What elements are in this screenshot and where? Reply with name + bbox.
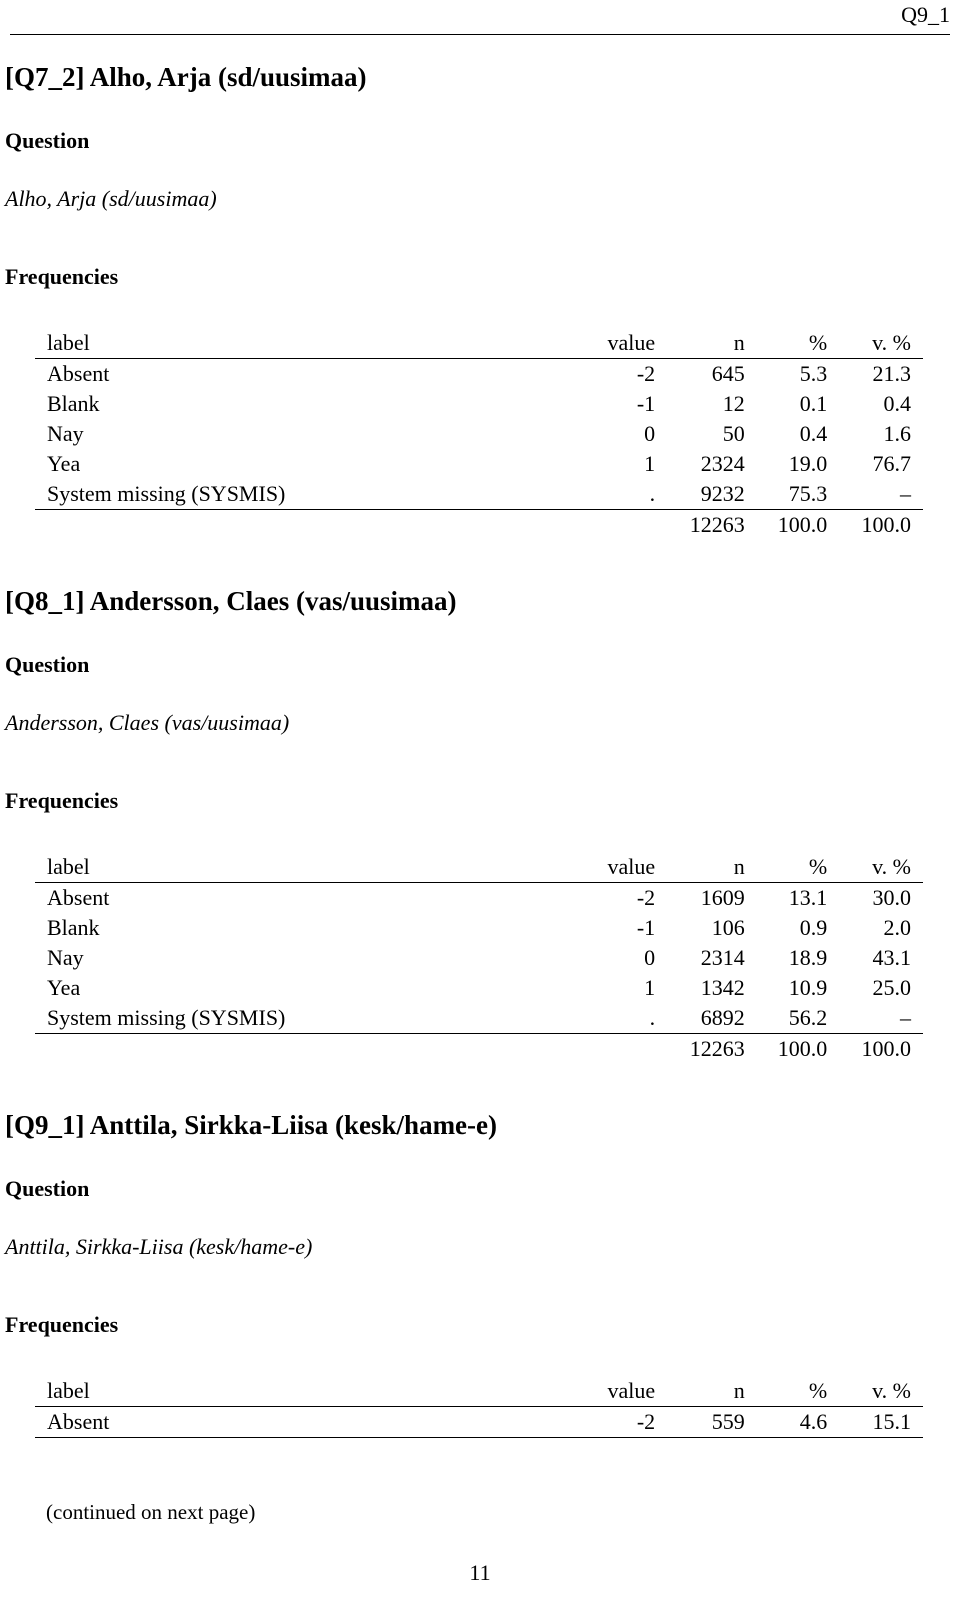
cell-valid-percent: – bbox=[827, 1003, 923, 1034]
cell-value: 1 bbox=[644, 451, 656, 476]
cell-valid-percent: 1.6 bbox=[883, 421, 911, 446]
cell-label: Absent bbox=[47, 885, 110, 910]
frequency-table bbox=[35, 852, 923, 1064]
running-header-label: Q9_1 bbox=[901, 2, 950, 27]
cell-value: -1 bbox=[636, 915, 656, 940]
cell-valid-percent: 30.0 bbox=[872, 885, 911, 910]
cell-label: Nay bbox=[47, 421, 84, 446]
cell-label: Absent bbox=[47, 361, 110, 386]
cell-value: . bbox=[495, 1003, 655, 1034]
cell-value: 1 bbox=[644, 975, 656, 1000]
table-row bbox=[35, 883, 923, 914]
column-header-percent: % bbox=[745, 328, 827, 359]
cell-n: 645 bbox=[711, 361, 745, 386]
question-heading: Question bbox=[5, 128, 90, 153]
column-header-label: label bbox=[35, 852, 495, 883]
cell-n: 6892 bbox=[655, 1003, 745, 1034]
frequencies-heading: Frequencies bbox=[5, 788, 119, 813]
column-header-label: label bbox=[35, 1376, 495, 1407]
table-row bbox=[35, 913, 923, 943]
cell-n: 12263 bbox=[689, 1036, 745, 1061]
continued-note: (continued on next page) bbox=[46, 1500, 256, 1524]
question-heading: Question bbox=[5, 652, 90, 677]
cell-valid-percent: 0.4 bbox=[883, 391, 911, 416]
table-total-row bbox=[35, 1034, 923, 1065]
cell-percent: 100.0 bbox=[777, 1036, 828, 1061]
cell-n: 12263 bbox=[689, 512, 745, 537]
question-text: Andersson, Claes (vas/uusimaa) bbox=[5, 710, 290, 735]
cell-percent: 13.1 bbox=[788, 885, 828, 910]
page-number: 11 bbox=[469, 1560, 491, 1585]
cell-label bbox=[35, 510, 495, 541]
cell-n: 2324 bbox=[700, 451, 745, 476]
cell-value: 0 bbox=[644, 945, 656, 970]
cell-valid-percent: 100.0 bbox=[861, 512, 911, 537]
cell-label: Blank bbox=[47, 915, 100, 940]
table-row bbox=[35, 419, 923, 449]
table-row bbox=[35, 973, 923, 1003]
column-header-value: value bbox=[495, 328, 655, 359]
frequencies-heading: Frequencies bbox=[5, 264, 119, 289]
column-header-n: n bbox=[655, 852, 745, 883]
question-text: Alho, Arja (sd/uusimaa) bbox=[5, 186, 217, 211]
cell-n: 2314 bbox=[700, 945, 745, 970]
table-row bbox=[35, 1407, 923, 1438]
table-row bbox=[35, 943, 923, 973]
cell-value: -2 bbox=[636, 885, 656, 910]
cell-value: -1 bbox=[636, 391, 656, 416]
table-row bbox=[35, 1003, 923, 1034]
section-title: [Q9_1] Anttila, Sirkka-Liisa (kesk/hame-e) bbox=[5, 1110, 498, 1140]
column-header-valid-percent: v. % bbox=[827, 328, 923, 359]
cell-percent: 0.4 bbox=[799, 421, 828, 446]
table-row bbox=[35, 479, 923, 510]
cell-label: Blank bbox=[47, 391, 100, 416]
cell-valid-percent: 15.1 bbox=[827, 1407, 923, 1438]
table-row bbox=[35, 389, 923, 419]
cell-percent: 5.3 bbox=[799, 361, 828, 386]
column-header-n: n bbox=[655, 328, 745, 359]
cell-n: 9232 bbox=[655, 479, 745, 510]
cell-value: 0 bbox=[644, 421, 656, 446]
cell-label: Absent bbox=[35, 1407, 495, 1438]
cell-valid-percent: – bbox=[827, 479, 923, 510]
cell-n: 559 bbox=[655, 1407, 745, 1438]
column-header-percent: % bbox=[745, 852, 827, 883]
cell-value bbox=[495, 1034, 655, 1065]
column-header-value: value bbox=[495, 1376, 655, 1407]
cell-percent: 19.0 bbox=[788, 451, 828, 476]
column-header-valid-percent: v. % bbox=[827, 1376, 923, 1407]
cell-value: -2 bbox=[636, 361, 656, 386]
running-header bbox=[10, 0, 950, 35]
cell-percent: 0.1 bbox=[799, 391, 828, 416]
table-total-row bbox=[35, 510, 923, 541]
cell-percent: 100.0 bbox=[777, 512, 828, 537]
cell-label: Yea bbox=[47, 975, 81, 1000]
cell-value: -2 bbox=[495, 1407, 655, 1438]
cell-n: 1342 bbox=[700, 975, 745, 1000]
cell-value bbox=[495, 510, 655, 541]
column-header-percent: % bbox=[745, 1376, 827, 1407]
table-header-row bbox=[35, 852, 923, 883]
table-header-row bbox=[35, 1376, 923, 1407]
cell-valid-percent: 100.0 bbox=[861, 1036, 911, 1061]
cell-n: 106 bbox=[711, 915, 745, 940]
column-header-valid-percent: v. % bbox=[827, 852, 923, 883]
cell-valid-percent: 21.3 bbox=[872, 361, 911, 386]
cell-percent: 10.9 bbox=[788, 975, 828, 1000]
cell-label: Yea bbox=[47, 451, 81, 476]
cell-valid-percent: 2.0 bbox=[883, 915, 911, 940]
cell-percent: 75.3 bbox=[745, 479, 827, 510]
cell-n: 50 bbox=[722, 421, 745, 446]
cell-label: Nay bbox=[47, 945, 84, 970]
cell-label: System missing (SYSMIS) bbox=[35, 1003, 495, 1034]
cell-value: . bbox=[495, 479, 655, 510]
cell-percent: 18.9 bbox=[788, 945, 828, 970]
cell-n: 12 bbox=[722, 391, 745, 416]
cell-label bbox=[35, 1034, 495, 1065]
cell-percent: 4.6 bbox=[745, 1407, 827, 1438]
section-title: [Q8_1] Andersson, Claes (vas/uusimaa) bbox=[5, 586, 457, 616]
frequencies-heading: Frequencies bbox=[5, 1312, 119, 1337]
frequency-table bbox=[35, 1376, 923, 1438]
cell-percent: 0.9 bbox=[799, 915, 828, 940]
table-row bbox=[35, 359, 923, 390]
table-row bbox=[35, 449, 923, 479]
column-header-label: label bbox=[35, 328, 495, 359]
cell-n: 1609 bbox=[700, 885, 745, 910]
frequency-table bbox=[35, 328, 923, 540]
cell-label: System missing (SYSMIS) bbox=[35, 479, 495, 510]
table-header-row bbox=[35, 328, 923, 359]
question-heading: Question bbox=[5, 1176, 90, 1201]
cell-valid-percent: 25.0 bbox=[872, 975, 911, 1000]
section-title: [Q7_2] Alho, Arja (sd/uusimaa) bbox=[5, 62, 367, 92]
cell-percent: 56.2 bbox=[745, 1003, 827, 1034]
column-header-value: value bbox=[495, 852, 655, 883]
cell-valid-percent: 76.7 bbox=[872, 451, 911, 476]
cell-valid-percent: 43.1 bbox=[872, 945, 911, 970]
column-header-n: n bbox=[655, 1376, 745, 1407]
question-text: Anttila, Sirkka-Liisa (kesk/hame-e) bbox=[5, 1234, 313, 1259]
